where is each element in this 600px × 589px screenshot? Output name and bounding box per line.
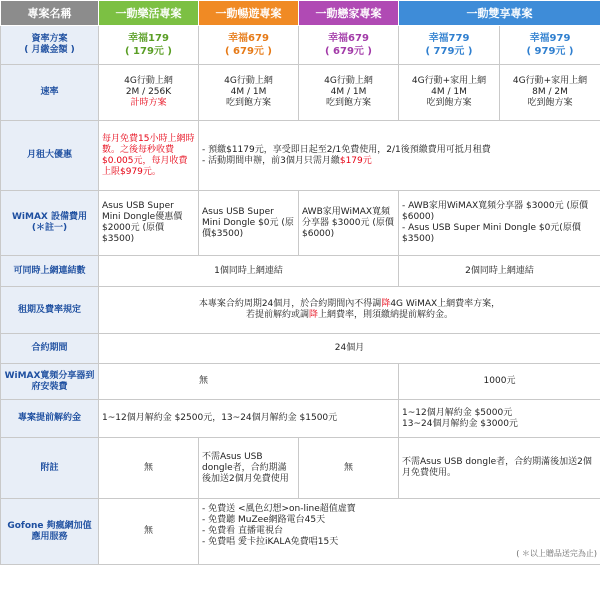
speed-cell xyxy=(299,65,399,121)
monthly-discount-row xyxy=(1,121,600,191)
contract-rules-text xyxy=(99,287,600,334)
contract-period-row xyxy=(1,334,600,364)
rules-text: 上網費率，則須繳納提前解約金。 xyxy=(318,310,454,320)
notes-plan4: 不需Asus USB dongle者，合約期滿後加送2個月免費使用。 xyxy=(399,438,600,499)
monthly-discount-others xyxy=(199,121,600,191)
rules-text: 4G WiMAX上網費率方案， xyxy=(390,299,501,309)
speed-type: 4G行動上網 xyxy=(124,76,173,86)
rate-plan-cell xyxy=(99,26,199,65)
speed-label: 速率 xyxy=(1,65,99,121)
device-sublabel: (＊註一) xyxy=(31,223,68,233)
early-termination-plan4 xyxy=(399,400,600,438)
speed-value: 4M / 1M xyxy=(230,87,267,97)
plan-name: 幸福979 xyxy=(529,33,571,44)
rate-plan-cell xyxy=(399,26,500,65)
notes-plan3: 無 xyxy=(299,438,399,499)
rate-plan-row xyxy=(1,26,600,65)
install-fee-amount: 1000元 xyxy=(399,364,600,400)
plan-header-shuangxiang: 一動雙享專案 xyxy=(399,1,600,26)
gofone-label: Gofone 夠瘋網加值應用服務 xyxy=(1,499,99,565)
plan-price: ( 179元 ) xyxy=(125,46,172,57)
plan-header-changyou: 一動暢遊專案 xyxy=(199,1,299,26)
device-plan4 xyxy=(399,191,600,256)
speed-billing: 吃到飽方案 xyxy=(325,98,371,108)
speed-value: 4M / 1M xyxy=(431,87,467,97)
plan-header-lehuo: 一動樂活專案 xyxy=(99,1,199,26)
connections-dual: 2個同時上網連結 xyxy=(399,256,600,287)
device-plan3: AWB家用WiMAX寬頻分享器 $3000元 (原價$6000) xyxy=(299,191,399,256)
connections-single: 1個同時上網連結 xyxy=(99,256,399,287)
gofone-service-item: - 免費唱 愛卡拉iKALA免費唱15天 xyxy=(202,537,339,547)
contract-rules-line2 xyxy=(102,310,597,321)
gofone-footnote: ( ＊以上贈品送完為止) xyxy=(516,549,597,558)
speed-cell xyxy=(99,65,199,121)
gofone-service-item: - 免費送 <風色幻想>on-line超值虛寶 xyxy=(202,504,356,514)
speed-billing: 計時方案 xyxy=(130,98,167,108)
install-fee-none xyxy=(99,364,399,400)
gofone-plan1: 無 xyxy=(99,499,199,565)
plan-name: 幸福679 xyxy=(328,33,369,44)
speed-cell xyxy=(399,65,500,121)
device-plan1: Asus USB Super Mini Dongle優惠價$2000元 (原價$3500) xyxy=(99,191,199,256)
connections-label: 可同時上網連結數 xyxy=(1,256,99,287)
early-termination-label: 專案提前解約金 xyxy=(1,400,99,438)
monthly-discount-line1: - 預繳$1179元，享受即日起至2/1免費使用，2/1後預繳費用可抵月租費 xyxy=(202,144,491,155)
rules-highlight: 降 xyxy=(381,299,391,309)
plan-price: ( 679元 ) xyxy=(325,46,372,57)
notes-plan1: 無 xyxy=(99,438,199,499)
install-fee-row xyxy=(1,364,600,400)
speed-value: 8M / 2M xyxy=(532,87,568,97)
gofone-row xyxy=(1,499,600,565)
early-termination-row xyxy=(1,400,600,438)
speed-row xyxy=(1,65,600,121)
header-label: 專案名稱 xyxy=(1,1,99,26)
rules-text: 若提前解約或調 xyxy=(245,310,309,320)
rules-highlight: 降 xyxy=(308,310,318,320)
device-plan4-line1: - AWB家用WiMAX寬頻分享器 $3000元 (原價$6000) xyxy=(402,201,588,222)
header-row xyxy=(1,1,600,26)
plan-name: 幸福179 xyxy=(128,33,169,44)
gofone-services xyxy=(199,499,600,565)
rules-text: 本專案合約周期24個月，於合約期間內不得調 xyxy=(198,299,382,309)
plan-price: ( 779元 ) xyxy=(425,46,473,57)
contract-period-label: 合約期間 xyxy=(1,334,99,364)
gofone-service-item: - 免費聽 MuZee網路電台45天 xyxy=(202,515,326,525)
device-plan2: Asus USB Super Mini Dongle $0元 (原價$3500) xyxy=(199,191,299,256)
plan-price: ( 979元 ) xyxy=(526,46,574,57)
monthly-discount-price: $179元 xyxy=(339,155,372,166)
rate-plan-sublabel: ( 月繳金額 ) xyxy=(24,45,75,55)
device-label-text: WiMAX 設備費用 xyxy=(11,212,87,222)
monthly-discount-plan1: 每月免費15小時上網時數。之後每秒收費$0.005元，每月收費上限$979元。 xyxy=(99,121,199,191)
device-label xyxy=(1,191,99,256)
early-termination-plan4-line1: 1~12個月解約金 $5000元 xyxy=(402,407,513,418)
monthly-discount-line2 xyxy=(202,156,597,167)
contract-rules-line1 xyxy=(102,299,597,310)
notes-label: 附註 xyxy=(1,438,99,499)
device-plan4-line2: - Asus USB Super Mini Dongle $0元(原價$3500) xyxy=(402,223,581,244)
rate-plan-cell xyxy=(199,26,299,65)
plan-name: 幸福779 xyxy=(428,33,470,44)
speed-type: 4G行動上網 xyxy=(224,76,273,86)
speed-cell xyxy=(199,65,299,121)
plan-price: ( 679元 ) xyxy=(225,46,272,57)
plan-name: 幸福679 xyxy=(228,33,269,44)
device-row xyxy=(1,191,600,256)
notes-row xyxy=(1,438,600,499)
gofone-service-list xyxy=(202,504,597,548)
speed-type: 4G行動上網 xyxy=(324,76,373,86)
plan-header-lianjia: 一動戀家專案 xyxy=(299,1,399,26)
connections-row xyxy=(1,256,600,287)
speed-value: 2M / 256K xyxy=(125,87,172,97)
contract-rules-label: 租期及費率規定 xyxy=(1,287,99,334)
speed-billing: 吃到飽方案 xyxy=(426,98,472,108)
speed-billing: 吃到飽方案 xyxy=(225,98,271,108)
install-fee-label: WiMAX寬頻分享器到府安裝費 xyxy=(1,364,99,400)
speed-billing: 吃到飽方案 xyxy=(527,98,573,108)
early-termination-plan4-line2: 13~24個月解約金 $3000元 xyxy=(402,418,518,429)
speed-value: 4M / 1M xyxy=(330,87,367,97)
speed-cell xyxy=(500,65,600,121)
early-termination-plans1to3: 1~12個月解約金 $2500元，13~24個月解約金 $1500元 xyxy=(99,400,399,438)
install-fee-none-text: 無 xyxy=(199,376,209,386)
contract-rules-row xyxy=(1,287,600,334)
contract-period-value: 24個月 xyxy=(99,334,600,364)
gofone-service-item: - 免費看 直播電視台 xyxy=(202,526,283,536)
rate-plan-cell xyxy=(299,26,399,65)
monthly-discount-label: 月租大優惠 xyxy=(1,121,99,191)
speed-type: 4G行動+家用上網 xyxy=(411,76,487,86)
speed-type: 4G行動+家用上網 xyxy=(512,76,588,86)
rate-plan-cell xyxy=(500,26,600,65)
monthly-discount-line2-text: - 活動期間申辦，前3個月只需月繳 xyxy=(202,155,340,166)
rate-plan-label xyxy=(1,26,99,65)
notes-plan2: 不需Asus USB dongle者，合約期滿後加送2個月免費使用 xyxy=(199,438,299,499)
rate-plan-label-text: 資率方案 xyxy=(31,34,68,44)
